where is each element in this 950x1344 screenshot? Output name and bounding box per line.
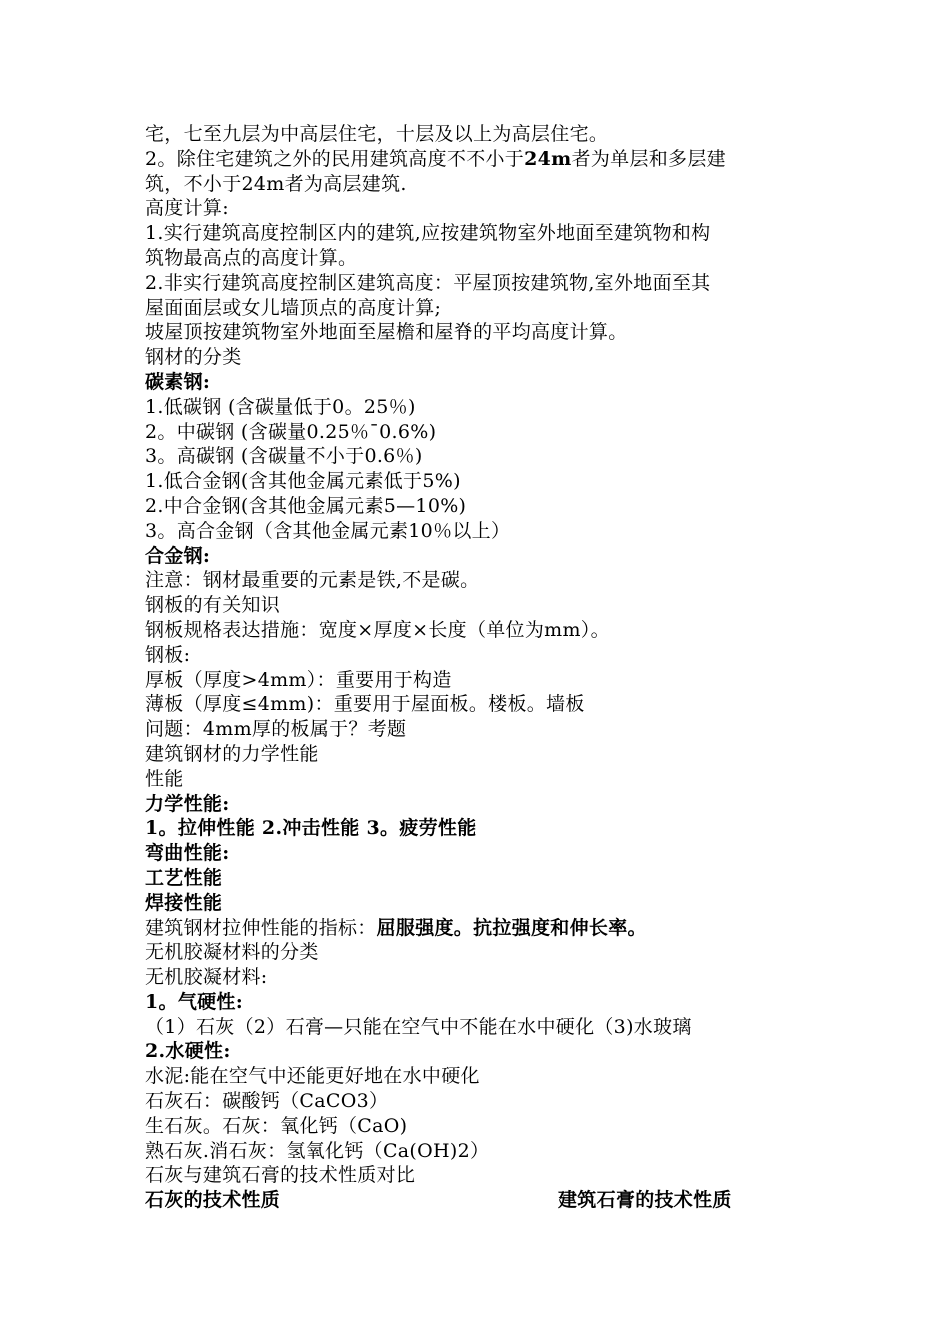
text-line: 1.低合金钢(含其他金属元素低于5%) (145, 470, 461, 493)
text-run: 建筑钢材拉伸性能的指标： (145, 916, 377, 939)
text-line: 屋面面层或女儿墙顶点的高度计算; (145, 296, 442, 319)
text-line: （1）石灰（2）石膏—只能在空气中不能在水中硬化（3)水玻璃 (145, 1015, 692, 1038)
text-line: 钢板: (145, 643, 191, 666)
bold-heading: 力学性能: (145, 792, 230, 815)
text-line: 生石灰。石灰：氧化钙（CaO) (145, 1114, 408, 1137)
bold-heading: 焊接性能 (145, 891, 223, 914)
text-line: 筑，不小于24m者为高层建筑. (145, 172, 407, 195)
bold-heading: 1。气硬性: (145, 990, 244, 1013)
document-page (145, 122, 825, 1213)
text-line: 厚板（厚度>4mm）：重要用于构造 (145, 668, 452, 691)
text-line: 3。高碳钢 (含碳量不小于0.6％) (145, 445, 423, 468)
column-header-gypsum: 建筑石膏的技术性质 (558, 1189, 732, 1212)
text-line: 2。中碳钢 (含碳量0.25％¯0.6%) (145, 420, 437, 443)
section-heading: 石灰与建筑石膏的技术性质对比 (145, 1164, 416, 1187)
text-line: 1.实行建筑高度控制区内的建筑,应按建筑物室外地面至建筑物和构 (145, 222, 711, 245)
text-line: 性能 (145, 767, 184, 790)
bold-heading: 碳素钢: (145, 370, 211, 393)
text-line: 无机胶凝材料: (145, 966, 268, 989)
text-run: 者为单层和多层建 (571, 147, 726, 170)
text-line: 2.非实行建筑高度控制区建筑高度：平屋顶按建筑物,室外地面至其 (145, 271, 711, 294)
section-heading: 钢板的有关知识 (145, 594, 281, 617)
text-line: 坡屋顶按建筑物室外地面至屋檐和屋脊的平均高度计算。 (145, 321, 628, 344)
text-line (145, 147, 825, 172)
text-line: 1.低碳钢 (含碳量低于0。25％) (145, 395, 416, 418)
text-line (145, 916, 825, 941)
text-line: 石灰石：碳酸钙（CaCO3） (145, 1090, 389, 1113)
text-line: 钢板规格表达措施：宽度×厚度×长度（单位为mm）。 (145, 618, 610, 641)
section-heading: 建筑钢材的力学性能 (145, 742, 319, 765)
bold-heading: 2.水硬性: (145, 1040, 231, 1063)
text-line: 薄板（厚度≤4mm)：重要用于屋面板。楼板。墙板 (145, 693, 585, 716)
bold-heading: 工艺性能 (145, 866, 223, 889)
section-heading: 无机胶凝材料的分类 (145, 941, 319, 964)
text-line: 注意：钢材最重要的元素是铁,不是碳。 (145, 569, 480, 592)
column-header-lime: 石灰的技术性质 (145, 1189, 281, 1212)
section-heading: 钢材的分类 (145, 346, 242, 369)
text-line: 问题：4mm厚的板属于？考题 (145, 718, 407, 741)
text-line: 宅，七至九层为中高层住宅，十层及以上为高层住宅。 (145, 123, 609, 145)
table-header-row (145, 1188, 825, 1213)
text-line: 高度计算: (145, 197, 229, 220)
bold-heading: 弯曲性能: (145, 842, 230, 865)
text-line: 水泥:能在空气中还能更好地在水中硬化 (145, 1065, 480, 1088)
text-line: 3。高合金钢（含其他金属元素10％以上） (145, 519, 511, 542)
bold-heading: 合金钢: (145, 544, 211, 567)
text-run-bold: 24m (524, 147, 572, 170)
text-run: 2。除住宅建筑之外的民用建筑高度不不小于 (145, 147, 525, 170)
text-line: 筑物最高点的高度计算。 (145, 246, 358, 269)
text-line: 2.中合金钢(含其他金属元素5—10%) (145, 494, 467, 517)
text-run-bold: 屈服强度。抗拉强度和伸长率。 (376, 916, 647, 939)
text-line: 熟石灰.消石灰：氢氧化钙（Ca(OH)2） (145, 1139, 490, 1162)
bold-line: 1。拉伸性能 2.冲击性能 3。疲劳性能 (145, 817, 477, 840)
